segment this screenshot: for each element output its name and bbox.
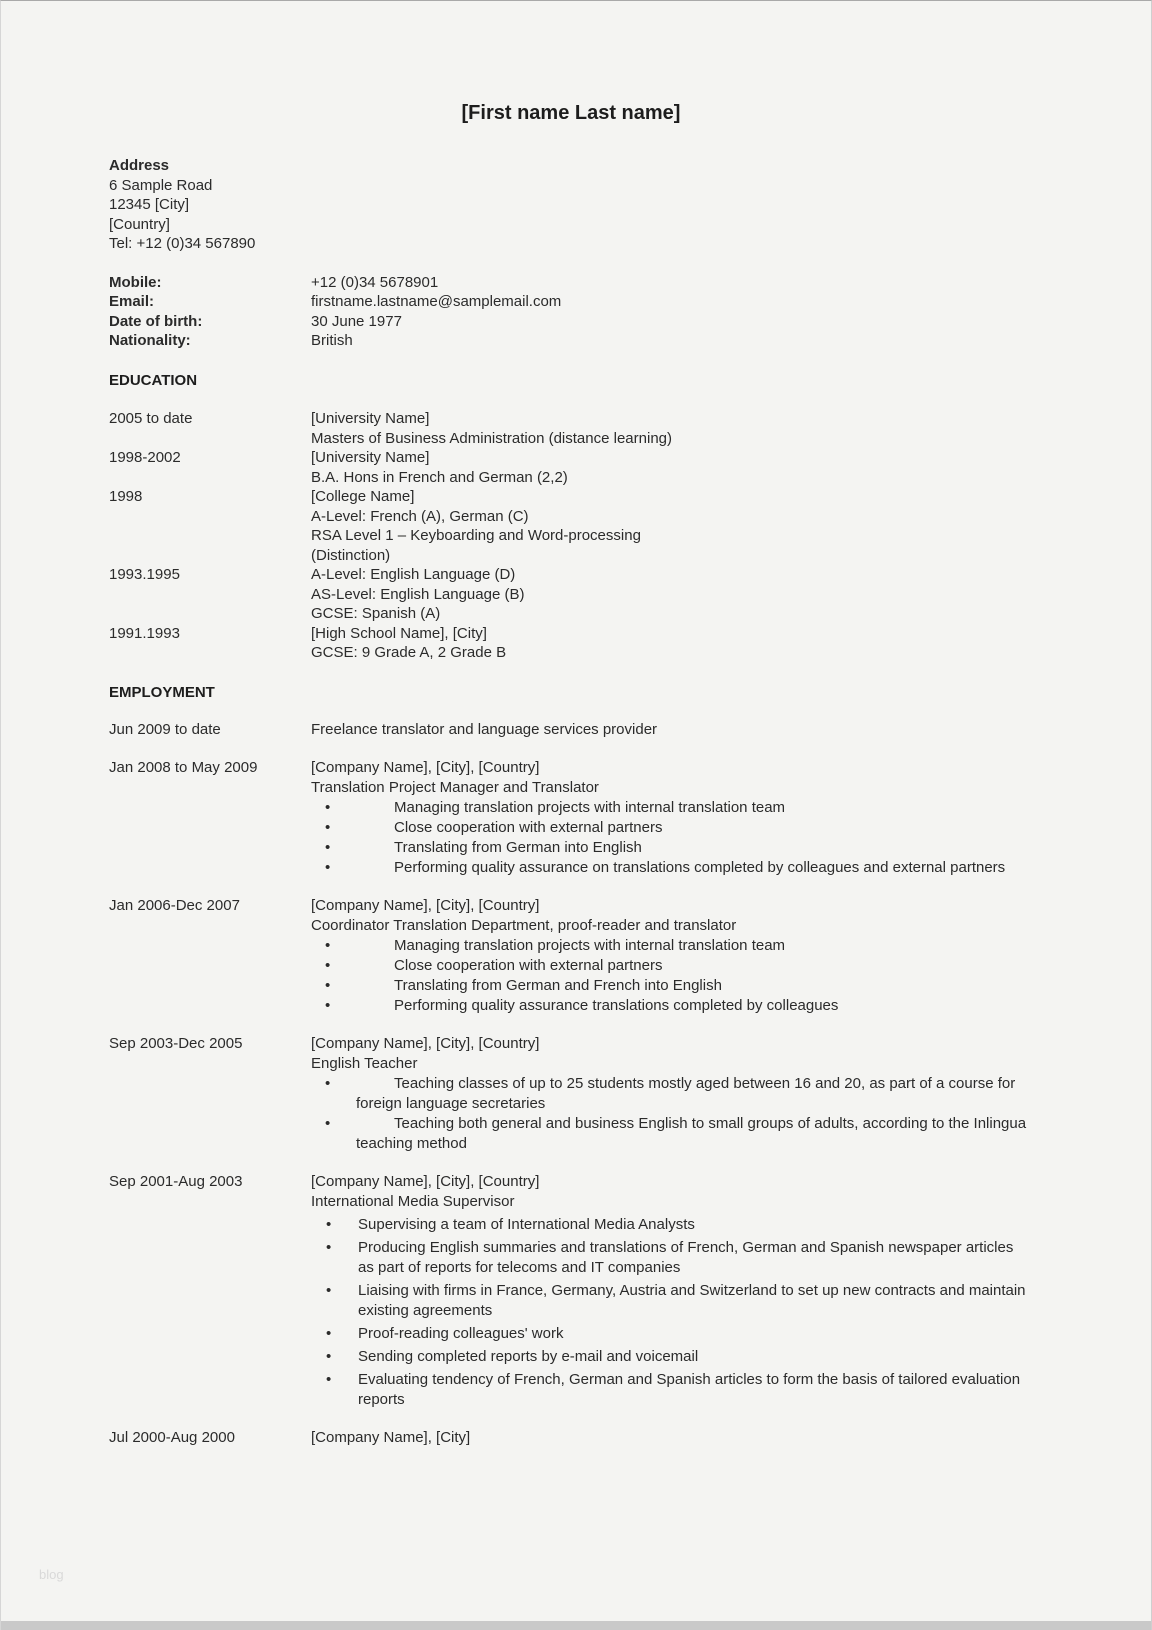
employment-header-line: [Company Name], [City], [Country] [311, 897, 540, 914]
education-detail-line: Masters of Business Administration (distance learning) [311, 429, 672, 447]
employment-details [311, 1428, 1033, 1448]
contact-value: +12 (0)34 5678901 [311, 273, 439, 291]
employment-header-lines [311, 1034, 1033, 1074]
employment-header-line: Freelance translator and language services provider [311, 721, 658, 738]
education-detail-line: [High School Name], [City] [311, 624, 487, 642]
contact-row [109, 273, 1033, 293]
employment-header-line: English Teacher [311, 1055, 418, 1072]
education-date: 1998 [109, 488, 143, 505]
education-date: 1993.1995 [109, 566, 180, 583]
watermark-text: blog [39, 1567, 64, 1582]
cv-content [109, 101, 1033, 1448]
employment-bullet-item: • Managing translation projects with internal translation team [311, 798, 1033, 818]
employment-date: Jun 2009 to date [109, 721, 221, 738]
address-label: Address [109, 157, 170, 174]
education-entry [109, 409, 1033, 448]
employment-header-line: [Company Name], [City], [Country] [311, 1173, 540, 1190]
employment-entries [109, 720, 1033, 1448]
education-entry [109, 624, 1033, 663]
employment-header-lines [311, 720, 1033, 740]
education-details [311, 487, 1033, 565]
education-detail-line: [University Name] [311, 449, 430, 466]
education-detail-line: (Distinction) [311, 546, 391, 564]
address-lines [109, 176, 1033, 254]
employment-date: Sep 2003-Dec 2005 [109, 1035, 243, 1052]
employment-date: Jan 2006-Dec 2007 [109, 897, 240, 914]
employment-entry [109, 758, 1033, 878]
contact-label: Date of birth: [109, 312, 203, 330]
employment-entry [109, 720, 1033, 740]
contact-label: Email: [109, 293, 155, 310]
education-detail-line: GCSE: 9 Grade A, 2 Grade B [311, 644, 507, 661]
page-title: [First name Last name] [461, 102, 681, 124]
employment-bullet-list [311, 798, 1033, 878]
education-detail-line: A-Level: English Language (D) [311, 566, 516, 583]
education-date: 2005 to date [109, 410, 193, 427]
employment-header-line: International Media Supervisor [311, 1193, 515, 1210]
employment-bullet-item: • Performing quality assurance translations completed by colleagues [311, 996, 1033, 1016]
employment-details [311, 1172, 1033, 1410]
employment-header-line: Translation Project Manager and Translator [311, 779, 599, 796]
employment-bullet-item: • Managing translation projects with internal translation team [311, 936, 1033, 956]
education-details [311, 409, 1033, 448]
employment-bullet-item: • Translating from German into English [311, 838, 1033, 858]
employment-details [311, 720, 1033, 740]
employment-bullet-item: • Teaching classes of up to 25 students mostly aged between 16 and 20, as part of a course for foreign language secretaries [311, 1074, 1033, 1114]
employment-header-line: [Company Name], [City], [Country] [311, 759, 540, 776]
address-line: 6 Sample Road [109, 176, 213, 194]
education-date: 1991.1993 [109, 624, 180, 642]
employment-date: Jul 2000-Aug 2000 [109, 1429, 235, 1446]
employment-bullet-item: • Supervising a team of International Media Analysts [311, 1215, 1033, 1235]
employment-bullet-list [311, 1215, 1033, 1410]
contact-value: 30 June 1977 [311, 312, 402, 330]
employment-header-line: [Company Name], [City], [Country] [311, 1035, 540, 1052]
employment-header-lines [311, 1428, 1033, 1448]
contact-label: Mobile: [109, 273, 162, 291]
employment-bullet-item: • Proof-reading colleagues' work [311, 1324, 1033, 1344]
employment-header-line: [Company Name], [City] [311, 1429, 471, 1446]
employment-bullet-item: • Translating from German and French into English [311, 976, 1033, 996]
employment-bullet-item: • Close cooperation with external partners [311, 818, 1033, 838]
education-details [311, 448, 1033, 487]
education-entry [109, 448, 1033, 487]
employment-entry [109, 896, 1033, 1016]
employment-date: Jan 2008 to May 2009 [109, 759, 258, 776]
education-entries [109, 409, 1033, 663]
employment-bullet-item: • Producing English summaries and translations of French, German and Spanish newspaper articles as part of reports for telecoms and IT companies [311, 1238, 1033, 1278]
education-details [311, 565, 1033, 624]
contact-value: British [311, 332, 353, 349]
employment-bullet-list [311, 936, 1033, 1016]
contact-row [109, 312, 1033, 332]
education-entry [109, 565, 1033, 624]
contact-row [109, 331, 1033, 351]
employment-entry [109, 1172, 1033, 1410]
employment-header-lines [311, 1172, 1033, 1212]
employment-header-lines [311, 896, 1033, 936]
employment-date: Sep 2001-Aug 2003 [109, 1173, 243, 1190]
education-detail-line: AS-Level: English Language (B) [311, 585, 525, 603]
education-entry [109, 487, 1033, 565]
education-date: 1998-2002 [109, 449, 181, 466]
education-detail-line: A-Level: French (A), German (C) [311, 507, 529, 525]
education-detail-line: B.A. Hons in French and German (2,2) [311, 468, 568, 486]
address-line: 12345 [City] [109, 196, 190, 213]
employment-header-lines [311, 758, 1033, 798]
contact-block [109, 273, 1033, 351]
employment-details [311, 1034, 1033, 1154]
contact-label: Nationality: [109, 332, 191, 349]
employment-bullet-item: • Teaching both general and business English to small groups of adults, according to the Inlingua teaching method [311, 1114, 1033, 1154]
employment-bullet-item: • Performing quality assurance on translations completed by colleagues and external partners [311, 858, 1033, 878]
contact-value: firstname.lastname@samplemail.com [311, 293, 562, 310]
education-details [311, 624, 1033, 663]
education-detail-line: RSA Level 1 – Keyboarding and Word-processing [311, 527, 641, 544]
employment-heading: EMPLOYMENT [109, 683, 215, 701]
bottom-edge-bar [1, 1621, 1151, 1630]
education-detail-line: GCSE: Spanish (A) [311, 605, 441, 622]
education-heading: EDUCATION [109, 371, 198, 389]
employment-bullet-item: • Sending completed reports by e-mail and voicemail [311, 1347, 1033, 1367]
address-block [109, 156, 1033, 254]
employment-bullet-item: • Close cooperation with external partners [311, 956, 1033, 976]
employment-details [311, 758, 1033, 878]
employment-bullet-item: • Liaising with firms in France, Germany, Austria and Switzerland to set up new contracts and maintain existing agreements [311, 1281, 1033, 1321]
education-detail-line: [University Name] [311, 410, 430, 427]
employment-bullet-list [311, 1074, 1033, 1154]
employment-details [311, 896, 1033, 1016]
employment-header-line: Coordinator Translation Department, proof-reader and translator [311, 917, 737, 934]
address-line: [Country] [109, 215, 170, 233]
employment-entry [109, 1034, 1033, 1154]
contact-row [109, 292, 1033, 312]
employment-entry [109, 1428, 1033, 1448]
education-detail-line: [College Name] [311, 488, 415, 505]
employment-bullet-item: • Evaluating tendency of French, German and Spanish articles to form the basis of tailored evaluation reports [311, 1370, 1033, 1410]
address-line: Tel: +12 (0)34 567890 [109, 235, 256, 252]
